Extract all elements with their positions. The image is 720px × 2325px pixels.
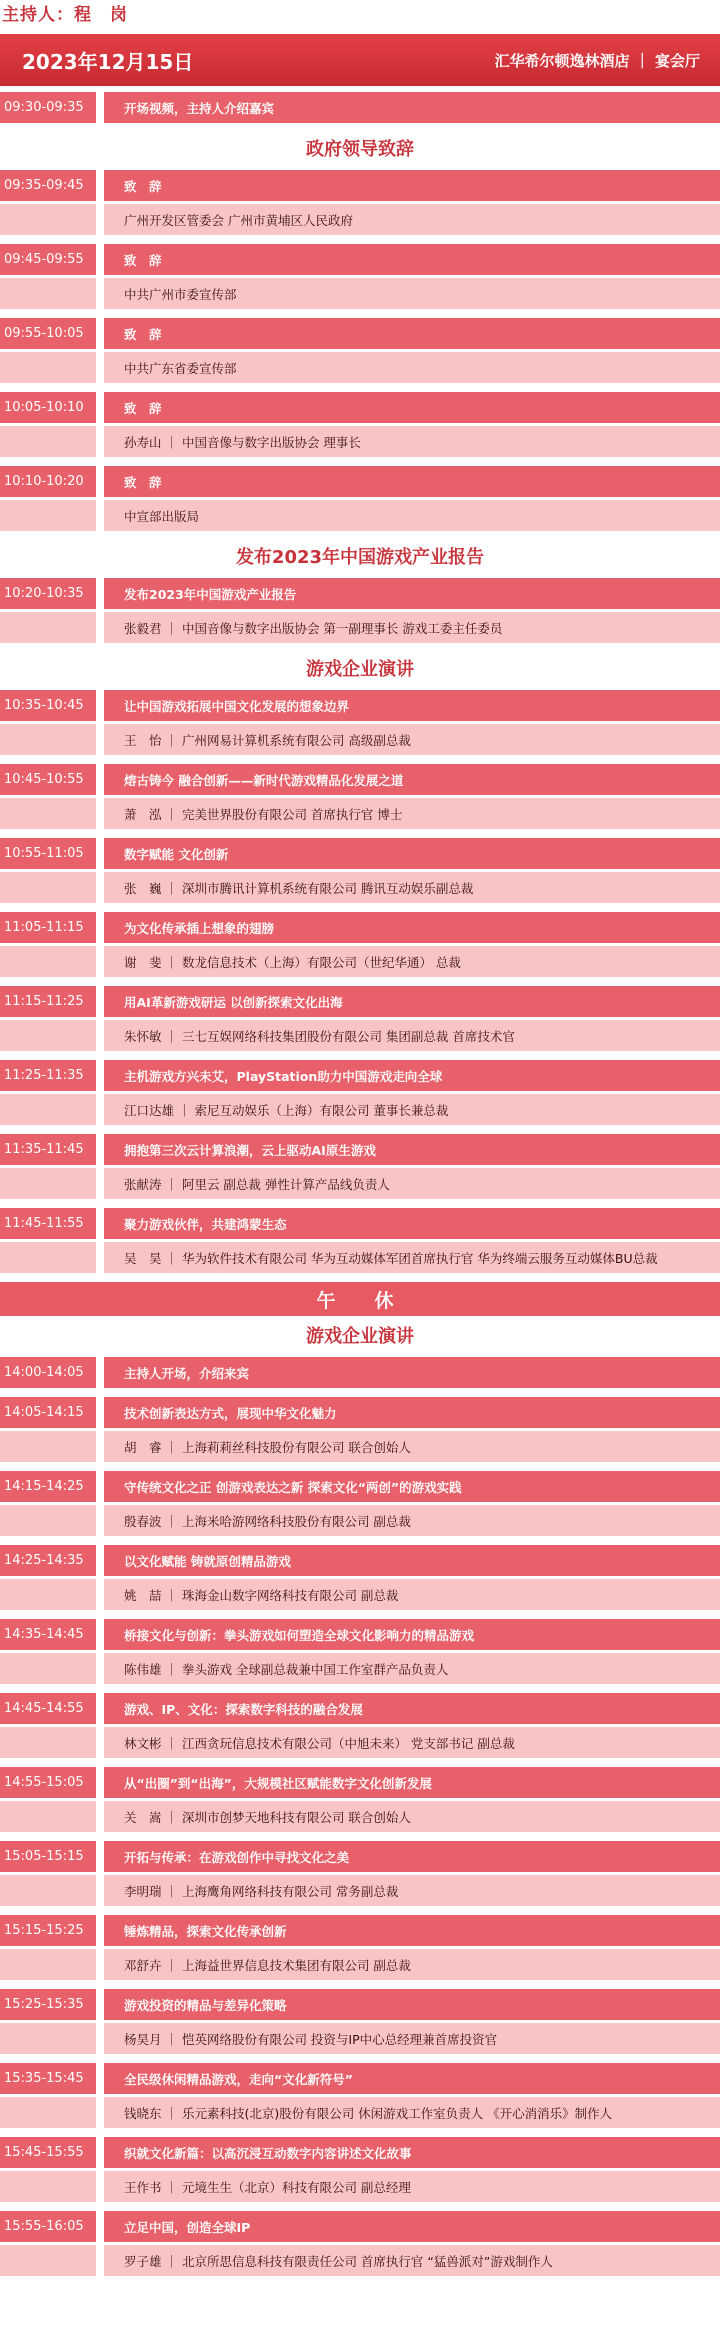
agenda-item-detail-row — [0, 1653, 720, 1684]
agenda-item-title-row — [0, 1060, 720, 1091]
agenda-item-title-row — [0, 1471, 720, 1502]
speaker-detail: 江口达雄 ｜ 索尼互动娱乐（上海）有限公司 董事长兼总裁 — [104, 1094, 720, 1125]
agenda-item — [0, 2063, 720, 2128]
time-spacer — [0, 1875, 96, 1906]
agenda-item — [0, 2211, 720, 2276]
session-title: 织就文化新篇：以高沉浸互动数字内容讲述文化故事 — [104, 2137, 720, 2168]
date-venue-banner — [0, 34, 720, 86]
time-spacer — [0, 1949, 96, 1980]
time-spacer — [0, 1801, 96, 1832]
time-spacer — [0, 204, 96, 235]
agenda-item — [0, 986, 720, 1051]
speaker-detail: 罗子雄 ｜ 北京所思信息科技有限责任公司 首席执行官 “猛兽派对”游戏制作人 — [104, 2245, 720, 2276]
agenda-item — [0, 466, 720, 531]
time-slot: 15:05-15:15 — [0, 1841, 96, 1872]
speaker-detail: 殷春波 ｜ 上海米哈游网络科技股份有限公司 副总裁 — [104, 1505, 720, 1536]
agenda-item-title-row — [0, 1693, 720, 1724]
agenda-item-title-row — [0, 578, 720, 609]
agenda-item-detail-row — [0, 1094, 720, 1125]
session-title: 致 辞 — [104, 392, 720, 423]
time-slot: 14:55-15:05 — [0, 1767, 96, 1798]
session-title: 开拓与传承：在游戏创作中寻找文化之美 — [104, 1841, 720, 1872]
speaker-detail: 杨昊月 ｜ 恺英网络股份有限公司 投资与IP中心总经理兼首席投资官 — [104, 2023, 720, 2054]
agenda-item-detail-row — [0, 426, 720, 457]
speaker-detail: 中宣部出版局 — [104, 500, 720, 531]
agenda-item-title-row — [0, 838, 720, 869]
agenda-list — [0, 92, 720, 2276]
agenda-item-title-row — [0, 318, 720, 349]
agenda-item — [0, 1693, 720, 1758]
session-title: 主持人开场，介绍来宾 — [104, 1357, 720, 1388]
time-slot: 09:45-09:55 — [0, 244, 96, 275]
session-title: 拥抱第三次云计算浪潮，云上驱动AI原生游戏 — [104, 1134, 720, 1165]
agenda-item-title-row — [0, 1915, 720, 1946]
agenda-item — [0, 1545, 720, 1610]
agenda-item-title-row — [0, 690, 720, 721]
time-spacer — [0, 724, 96, 755]
agenda-item — [0, 764, 720, 829]
agenda-item — [0, 1060, 720, 1125]
agenda-item-title-row — [0, 244, 720, 275]
time-slot: 11:15-11:25 — [0, 986, 96, 1017]
session-title: 锤炼精品，探索文化传承创新 — [104, 1915, 720, 1946]
time-slot: 10:10-10:20 — [0, 466, 96, 497]
time-spacer — [0, 1653, 96, 1684]
time-spacer — [0, 1579, 96, 1610]
time-slot: 11:35-11:45 — [0, 1134, 96, 1165]
speaker-detail: 张 巍 ｜ 深圳市腾讯计算机系统有限公司 腾讯互动娱乐副总裁 — [104, 872, 720, 903]
agenda-item-detail-row — [0, 2097, 720, 2128]
agenda-item-detail-row — [0, 2245, 720, 2276]
agenda-item — [0, 170, 720, 235]
session-title: 聚力游戏伙伴，共建鸿蒙生态 — [104, 1208, 720, 1239]
session-title: 致 辞 — [104, 170, 720, 201]
section-title: 游戏企业演讲 — [306, 659, 414, 680]
agenda-item-title-row — [0, 92, 720, 123]
agenda-item-title-row — [0, 1989, 720, 2020]
time-spacer — [0, 2171, 96, 2202]
time-spacer — [0, 278, 96, 309]
time-slot: 11:05-11:15 — [0, 912, 96, 943]
speaker-detail: 关 嵩 ｜ 深圳市创梦天地科技有限公司 联合创始人 — [104, 1801, 720, 1832]
time-slot: 10:55-11:05 — [0, 838, 96, 869]
time-slot: 15:55-16:05 — [0, 2211, 96, 2242]
time-slot: 14:25-14:35 — [0, 1545, 96, 1576]
agenda-item — [0, 318, 720, 383]
speaker-detail: 王 怡 ｜ 广州网易计算机系统有限公司 高级副总裁 — [104, 724, 720, 755]
time-spacer — [0, 1431, 96, 1462]
agenda-item-title-row — [0, 1619, 720, 1650]
session-title: 为文化传承插上想象的翅膀 — [104, 912, 720, 943]
agenda-item — [0, 1397, 720, 1462]
time-slot: 09:55-10:05 — [0, 318, 96, 349]
agenda-item-detail-row — [0, 724, 720, 755]
session-title: 用AI革新游戏研运 以创新探索文化出海 — [104, 986, 720, 1017]
time-spacer — [0, 2245, 96, 2276]
agenda-item-detail-row — [0, 946, 720, 977]
speaker-detail: 林文彬 ｜ 江西贪玩信息技术有限公司（中旭未来） 党支部书记 副总裁 — [104, 1727, 720, 1758]
agenda-item-title-row — [0, 764, 720, 795]
speaker-detail: 广州开发区管委会 广州市黄埔区人民政府 — [104, 204, 720, 235]
host-label: 主持人：程 岗 — [2, 4, 128, 25]
agenda-item — [0, 912, 720, 977]
agenda-item-title-row — [0, 2211, 720, 2242]
session-title: 致 辞 — [104, 318, 720, 349]
time-spacer — [0, 946, 96, 977]
agenda-item — [0, 690, 720, 755]
speaker-detail: 谢 斐 ｜ 数龙信息技术（上海）有限公司（世纪华通） 总裁 — [104, 946, 720, 977]
agenda-item-title-row — [0, 1134, 720, 1165]
time-spacer — [0, 1020, 96, 1051]
time-slot: 14:00-14:05 — [0, 1357, 96, 1388]
time-slot: 10:35-10:45 — [0, 690, 96, 721]
time-slot: 10:20-10:35 — [0, 578, 96, 609]
session-title: 从“出圈”到“出海”，大规模社区赋能数字文化创新发展 — [104, 1767, 720, 1798]
agenda-item-detail-row — [0, 1875, 720, 1906]
time-slot: 09:35-09:45 — [0, 170, 96, 201]
time-spacer — [0, 1727, 96, 1758]
agenda-item-detail-row — [0, 1505, 720, 1536]
agenda-item-detail-row — [0, 1579, 720, 1610]
speaker-detail: 中共广州市委宣传部 — [104, 278, 720, 309]
time-spacer — [0, 1242, 96, 1273]
session-title: 桥接文化与创新：拳头游戏如何塑造全球文化影响力的精品游戏 — [104, 1619, 720, 1650]
speaker-detail: 王作书 ｜ 元境生生（北京）科技有限公司 副总经理 — [104, 2171, 720, 2202]
agenda-item-title-row — [0, 2063, 720, 2094]
agenda-item — [0, 1357, 720, 1388]
event-date: 2023年12月15日 — [22, 49, 194, 74]
session-title: 开场视频，主持人介绍嘉宾 — [104, 92, 720, 123]
agenda-item — [0, 92, 720, 123]
speaker-detail: 吴 昊 ｜ 华为软件技术有限公司 华为互动媒体军团首席执行官 华为终端云服务互动媒体BU总裁 — [104, 1242, 720, 1273]
time-spacer — [0, 872, 96, 903]
time-spacer — [0, 2097, 96, 2128]
session-title: 守传统文化之正 创游戏表达之新 探索文化“两创”的游戏实践 — [104, 1471, 720, 1502]
event-venue: 汇华希尔顿逸林酒店 ｜ 宴会厅 — [494, 51, 700, 70]
agenda-item-title-row — [0, 1357, 720, 1388]
agenda-item-title-row — [0, 1841, 720, 1872]
agenda-item-detail-row — [0, 204, 720, 235]
session-title: 全民级休闲精品游戏，走向“文化新符号” — [104, 2063, 720, 2094]
agenda-item — [0, 1134, 720, 1199]
time-slot: 15:35-15:45 — [0, 2063, 96, 2094]
lunch-break-bar: 午 休 — [0, 1282, 720, 1316]
session-title: 技术创新表达方式，展现中华文化魅力 — [104, 1397, 720, 1428]
section-title: 游戏企业演讲 — [306, 1326, 414, 1347]
agenda-item-detail-row — [0, 278, 720, 309]
agenda-item — [0, 1841, 720, 1906]
time-spacer — [0, 1505, 96, 1536]
time-slot: 15:45-15:55 — [0, 2137, 96, 2168]
agenda-item-title-row — [0, 466, 720, 497]
time-slot: 15:15-15:25 — [0, 1915, 96, 1946]
time-slot: 11:45-11:55 — [0, 1208, 96, 1239]
agenda-item — [0, 838, 720, 903]
agenda-item — [0, 1619, 720, 1684]
agenda-item-title-row — [0, 170, 720, 201]
speaker-detail: 朱怀敏 ｜ 三七互娱网络科技集团股份有限公司 集团副总裁 首席技术官 — [104, 1020, 720, 1051]
time-slot: 09:30-09:35 — [0, 92, 96, 123]
time-slot: 14:15-14:25 — [0, 1471, 96, 1502]
time-spacer — [0, 612, 96, 643]
speaker-detail: 孙寿山 ｜ 中国音像与数字出版协会 理事长 — [104, 426, 720, 457]
speaker-detail: 萧 泓 ｜ 完美世界股份有限公司 首席执行官 博士 — [104, 798, 720, 829]
session-title: 以文化赋能 铸就原创精品游戏 — [104, 1545, 720, 1576]
agenda-item-detail-row — [0, 500, 720, 531]
speaker-detail: 姚 喆 ｜ 珠海金山数字网络科技有限公司 副总裁 — [104, 1579, 720, 1610]
agenda-item-detail-row — [0, 1242, 720, 1273]
speaker-detail: 张毅君 ｜ 中国音像与数字出版协会 第一副理事长 游戏工委主任委员 — [104, 612, 720, 643]
session-title: 发布2023年中国游戏产业报告 — [104, 578, 720, 609]
session-title: 主机游戏方兴未艾，PlayStation助力中国游戏走向全球 — [104, 1060, 720, 1091]
agenda-item-detail-row — [0, 1020, 720, 1051]
session-title: 数字赋能 文化创新 — [104, 838, 720, 869]
agenda-item-title-row — [0, 1767, 720, 1798]
agenda-item-title-row — [0, 392, 720, 423]
section-title: 发布2023年中国游戏产业报告 — [235, 547, 485, 568]
agenda-item-detail-row — [0, 1949, 720, 1980]
agenda-item-title-row — [0, 2137, 720, 2168]
agenda-item-detail-row — [0, 1727, 720, 1758]
session-title: 致 辞 — [104, 466, 720, 497]
section-title: 政府领导致辞 — [306, 139, 414, 160]
agenda-item — [0, 392, 720, 457]
session-title: 熔古铸今 融合创新——新时代游戏精品化发展之道 — [104, 764, 720, 795]
time-slot: 14:35-14:45 — [0, 1619, 96, 1650]
agenda-item-title-row — [0, 1397, 720, 1428]
agenda-item-detail-row — [0, 2171, 720, 2202]
agenda-item-detail-row — [0, 352, 720, 383]
agenda-item-detail-row — [0, 1801, 720, 1832]
time-spacer — [0, 1094, 96, 1125]
agenda-item — [0, 1767, 720, 1832]
speaker-detail: 中共广东省委宣传部 — [104, 352, 720, 383]
agenda-item — [0, 244, 720, 309]
time-slot: 14:05-14:15 — [0, 1397, 96, 1428]
agenda-item-detail-row — [0, 798, 720, 829]
agenda-item-detail-row — [0, 612, 720, 643]
time-spacer — [0, 426, 96, 457]
speaker-detail: 李明瑞 ｜ 上海鹰角网络科技有限公司 常务副总裁 — [104, 1875, 720, 1906]
agenda-item-detail-row — [0, 872, 720, 903]
agenda-item-detail-row — [0, 2023, 720, 2054]
time-spacer — [0, 2023, 96, 2054]
time-slot: 10:45-10:55 — [0, 764, 96, 795]
session-title: 让中国游戏拓展中国文化发展的想象边界 — [104, 690, 720, 721]
agenda-item — [0, 1471, 720, 1536]
session-title: 游戏投资的精品与差异化策略 — [104, 1989, 720, 2020]
session-title: 游戏、IP、文化：探索数字科技的融合发展 — [104, 1693, 720, 1724]
time-spacer — [0, 1168, 96, 1199]
agenda-item — [0, 1915, 720, 1980]
agenda-item-title-row — [0, 986, 720, 1017]
time-spacer — [0, 500, 96, 531]
speaker-detail: 钱晓东 ｜ 乐元素科技(北京)股份有限公司 休闲游戏工作室负责人 《开心消消乐》制作人 — [104, 2097, 720, 2128]
agenda-item-title-row — [0, 912, 720, 943]
session-title: 立足中国，创造全球IP — [104, 2211, 720, 2242]
agenda-item — [0, 1989, 720, 2054]
agenda-item-title-row — [0, 1545, 720, 1576]
session-title: 致 辞 — [104, 244, 720, 275]
speaker-detail: 胡 睿 ｜ 上海莉莉丝科技股份有限公司 联合创始人 — [104, 1431, 720, 1462]
time-slot: 10:05-10:10 — [0, 392, 96, 423]
agenda-item-detail-row — [0, 1431, 720, 1462]
time-spacer — [0, 352, 96, 383]
speaker-detail: 邓舒卉 ｜ 上海益世界信息技术集团有限公司 副总裁 — [104, 1949, 720, 1980]
agenda-item — [0, 2137, 720, 2202]
agenda-item-title-row — [0, 1208, 720, 1239]
time-slot: 11:25-11:35 — [0, 1060, 96, 1091]
time-slot: 15:25-15:35 — [0, 1989, 96, 2020]
speaker-detail: 陈伟雄 ｜ 拳头游戏 全球副总裁兼中国工作室群产品负责人 — [104, 1653, 720, 1684]
time-slot: 14:45-14:55 — [0, 1693, 96, 1724]
agenda-item — [0, 1208, 720, 1273]
agenda-item-detail-row — [0, 1168, 720, 1199]
agenda-item — [0, 578, 720, 643]
speaker-detail: 张献涛 ｜ 阿里云 副总裁 弹性计算产品线负责人 — [104, 1168, 720, 1199]
time-spacer — [0, 798, 96, 829]
